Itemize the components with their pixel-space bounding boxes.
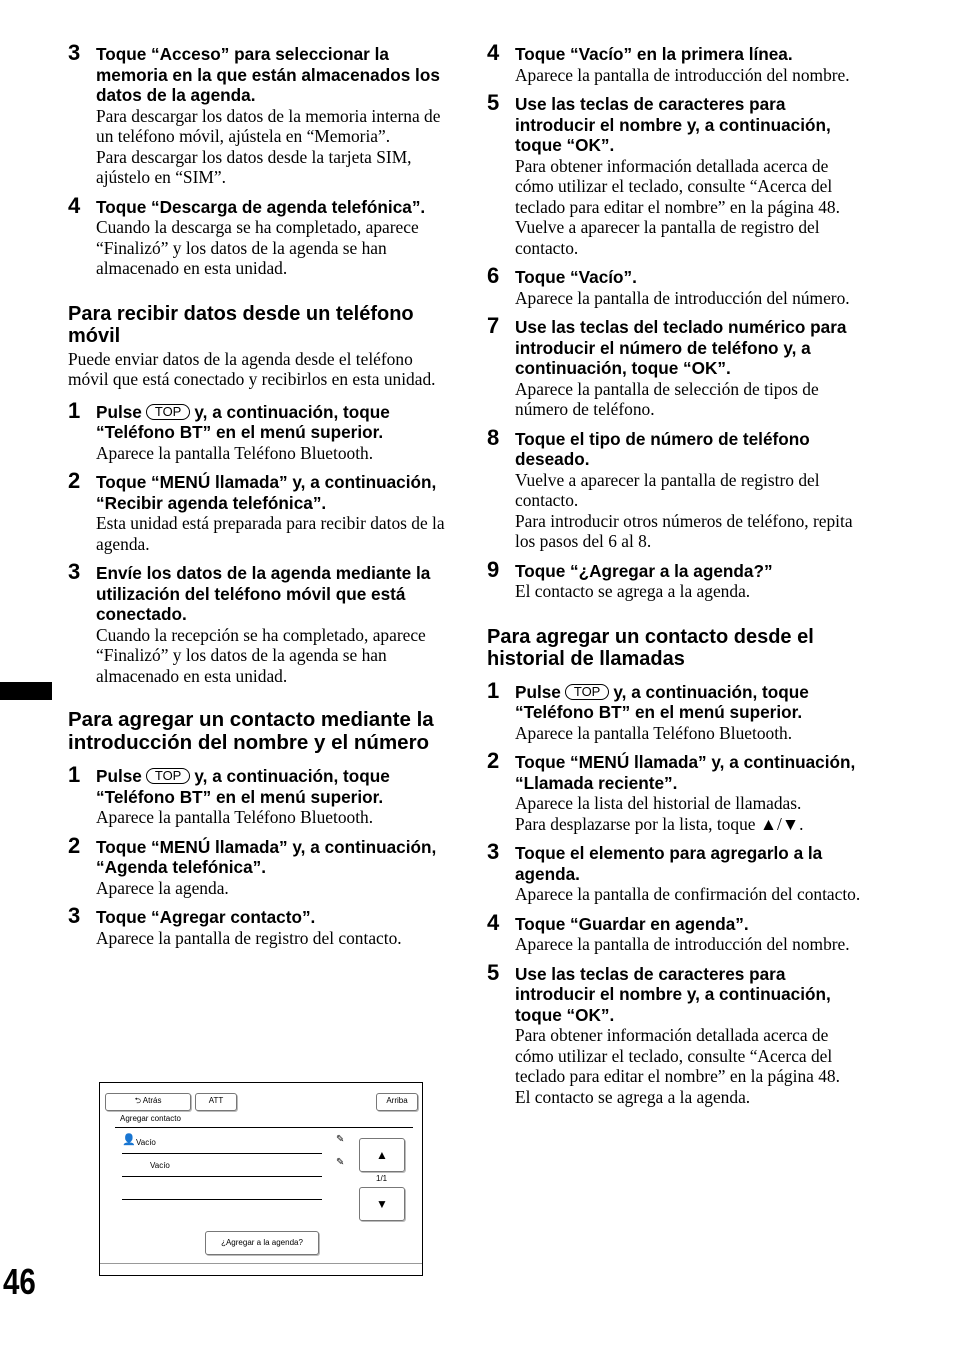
screen-header: Agregar contacto — [120, 1114, 181, 1123]
row-divider — [122, 1199, 322, 1200]
step-number: 5 — [487, 90, 500, 115]
step-number: 2 — [68, 468, 81, 493]
step-body: Para obtener información detallada acerca de cómo utilizar el teclado, consulte “Acerca del teclado para editar el nombre” en la página 48. — [515, 155, 840, 217]
step-number: 3 — [487, 839, 500, 864]
step-title: Use las teclas de caracteres para introducir el nombre y, a continuación, toque “OK”. — [515, 94, 831, 155]
step-4-save — [487, 909, 869, 955]
step-number: 1 — [68, 762, 81, 787]
pencil-icon: ✎ — [336, 1157, 345, 1168]
number-field[interactable]: Vacío — [150, 1161, 170, 1170]
step-7-enter-number — [487, 313, 869, 420]
step-number: 1 — [487, 677, 500, 703]
att-button[interactable]: ATT — [195, 1093, 237, 1111]
name-field[interactable]: Vacío — [136, 1138, 156, 1147]
page-indicator: 1/1 — [376, 1174, 388, 1183]
section-heading: Para recibir datos desde un teléfono móvil — [68, 302, 414, 347]
step-title: Toque “MENÚ llamada” y, a continuación, “Llamada reciente”. — [515, 752, 856, 793]
up-button[interactable]: Arriba — [376, 1093, 418, 1111]
up-triangle-icon: ▲ — [376, 1148, 388, 1162]
step-1-press-top — [68, 397, 450, 464]
step-title-post: y, a continuación, toque “Teléfono BT” en el menú superior. — [515, 681, 809, 722]
step-8-number-type — [487, 424, 869, 552]
down-triangle-icon: ▼ — [376, 1197, 388, 1211]
section-intro: Puede enviar datos de la agenda desde el teléfono móvil que está conectado y recibirlos en esta unidad. — [68, 348, 436, 389]
step-title: Toque “Acceso” para seleccionar la memoria en la que están almacenados los datos de la agenda. — [96, 44, 440, 105]
step-number: 4 — [487, 40, 500, 65]
step-number: 2 — [487, 748, 500, 773]
step-number: 3 — [68, 40, 81, 65]
step-number: 8 — [487, 424, 500, 450]
back-label: Atrás — [142, 1096, 162, 1105]
step-1-press-top — [487, 677, 869, 744]
step-body: Esta unidad está preparada para recibir datos de la agenda. — [96, 513, 445, 554]
step-number: 5 — [487, 959, 500, 985]
step-title: Toque “MENÚ llamada” y, a continuación, “Recibir agenda telefónica”. — [96, 472, 437, 513]
section-tab-marker — [0, 682, 52, 700]
step-body: Cuando la descarga se ha completado, aparece “Finalizó” y los datos de la agenda se han almacenado en esta unidad. — [96, 217, 419, 278]
step-body: Aparece la lista del historial de llamadas. — [515, 793, 802, 813]
section-heading: Para agregar un contacto mediante la introducción del nombre y el número — [68, 708, 434, 754]
step-body: Aparece la pantalla de confirmación del contacto. — [515, 884, 861, 904]
step-title-pre: Pulse — [96, 401, 142, 422]
section-heading: Para agregar un contacto desde el historial de llamadas — [487, 625, 814, 670]
pencil-icon: ✎ — [336, 1134, 345, 1145]
step-title: Toque “Guardar en agenda”. — [515, 913, 749, 934]
step-body: Aparece la pantalla Teléfono Bluetooth. — [96, 807, 374, 827]
step-number: 7 — [487, 313, 500, 338]
scroll-down-button[interactable] — [359, 1187, 405, 1221]
step-title-post: y, a continuación, toque “Teléfono BT” en el menú superior. — [96, 401, 390, 442]
step-title-pre: Pulse — [96, 766, 142, 786]
step-body: Para desplazarse por la lista, toque ▲/▼. — [515, 813, 804, 834]
step-number: 3 — [68, 559, 81, 584]
step-body: El contacto se agrega a la agenda. — [515, 581, 751, 601]
step-number: 4 — [487, 909, 500, 935]
step-5-enter-name — [487, 959, 869, 1108]
top-key: TOP — [146, 768, 191, 784]
step-4-download — [68, 192, 450, 279]
step-body: Aparece la pantalla de selección de tipos de número de teléfono. — [515, 378, 819, 419]
row-divider — [122, 1176, 322, 1177]
step-6-empty — [487, 263, 869, 308]
step-title: Toque el elemento para agregarlo a la agenda. — [515, 843, 823, 884]
step-4-empty-first-line — [487, 40, 869, 85]
step-body: Para introducir otros números de teléfono, repita los pasos del 6 al 8. — [515, 510, 853, 551]
step-title: Use las teclas del teclado numérico para introducir el número de teléfono y, a continuación, toque “OK”. — [515, 317, 847, 378]
step-9-add-to-phonebook — [487, 556, 869, 602]
page-number: 46 — [3, 1261, 36, 1302]
back-button[interactable] — [105, 1093, 191, 1111]
step-body: Para obtener información detallada acerca de cómo utilizar el teclado, consulte “Acerca del teclado para editar el nombre” en la página 48. — [515, 1025, 840, 1086]
step-number: 6 — [487, 263, 500, 288]
step-title: Toque “Agregar contacto”. — [96, 907, 316, 927]
scroll-up-button[interactable] — [359, 1138, 405, 1172]
step-body: Aparece la pantalla Teléfono Bluetooth. — [96, 442, 374, 463]
step-number: 2 — [68, 832, 81, 858]
row-divider — [122, 1153, 322, 1154]
step-body: Aparece la agenda. — [96, 877, 229, 898]
contact-registration-screen — [99, 1082, 423, 1276]
step-number: 3 — [68, 903, 81, 928]
step-body: Aparece la pantalla de registro del contacto. — [96, 927, 402, 948]
step-body: Para descargar los datos de la memoria interna de un teléfono móvil, ajústela en “Memoria”. — [96, 105, 441, 146]
left-column — [68, 40, 450, 948]
bottom-divider — [100, 1263, 422, 1264]
step-number: 4 — [68, 192, 81, 218]
step-title: Toque el tipo de número de teléfono deseado. — [515, 428, 810, 469]
step-title: Envíe los datos de la agenda mediante la utilización del teléfono móvil que está conectado. — [96, 563, 431, 624]
back-arrow-icon: ⮌ — [134, 1096, 141, 1105]
step-body: Aparece la pantalla de introducción del número. — [515, 287, 850, 308]
step-title: Toque “Descarga de agenda telefónica”. — [96, 196, 426, 217]
step-body: Aparece la pantalla de introducción del nombre. — [515, 934, 850, 954]
step-body: Vuelve a aparecer la pantalla de registro del contacto. — [515, 469, 820, 510]
step-title: Toque “Vacío”. — [515, 267, 637, 287]
step-body: Cuando la recepción se ha completado, aparece “Finalizó” y los datos de la agenda se han almacenado en esta unidad. — [96, 624, 426, 686]
step-body: Aparece la pantalla de introducción del nombre. — [515, 64, 850, 85]
step-body: Para descargar los datos desde la tarjeta SIM, ajústelo en “SIM”. — [96, 146, 412, 187]
step-3-access — [68, 40, 450, 188]
step-2-phonebook — [68, 832, 450, 899]
person-icon: 👤 — [122, 1134, 136, 1146]
step-1-press-top — [68, 762, 450, 828]
top-key: TOP — [146, 404, 191, 420]
step-body: El contacto se agrega a la agenda. — [515, 1086, 751, 1107]
step-title-post: y, a continuación, toque “Teléfono BT” en el menú superior. — [96, 766, 390, 807]
step-3-send — [68, 559, 450, 686]
step-title: Use las teclas de caracteres para introducir el nombre y, a continuación, toque “OK”. — [515, 963, 831, 1025]
divider — [115, 1127, 413, 1128]
step-2-recent-calls — [487, 748, 869, 834]
step-3-select-item — [487, 839, 869, 905]
step-5-enter-name — [487, 90, 869, 258]
top-key: TOP — [565, 684, 610, 700]
step-2-receive — [68, 468, 450, 554]
add-to-phonebook-button[interactable]: ¿Agregar a la agenda? — [205, 1231, 319, 1255]
step-number: 9 — [487, 556, 500, 582]
step-title: Toque “MENÚ llamada” y, a continuación, “Agenda telefónica”. — [96, 836, 437, 877]
step-title: Toque “Vacío” en la primera línea. — [515, 44, 793, 64]
step-title: Toque “¿Agregar a la agenda?” — [515, 560, 773, 581]
step-3-add-contact — [68, 903, 450, 948]
right-column — [487, 40, 869, 1107]
step-body: Vuelve a aparecer la pantalla de registro del contacto. — [515, 217, 820, 258]
step-title-pre: Pulse — [515, 681, 561, 702]
step-body: Aparece la pantalla Teléfono Bluetooth. — [515, 722, 793, 743]
step-number: 1 — [68, 397, 81, 423]
